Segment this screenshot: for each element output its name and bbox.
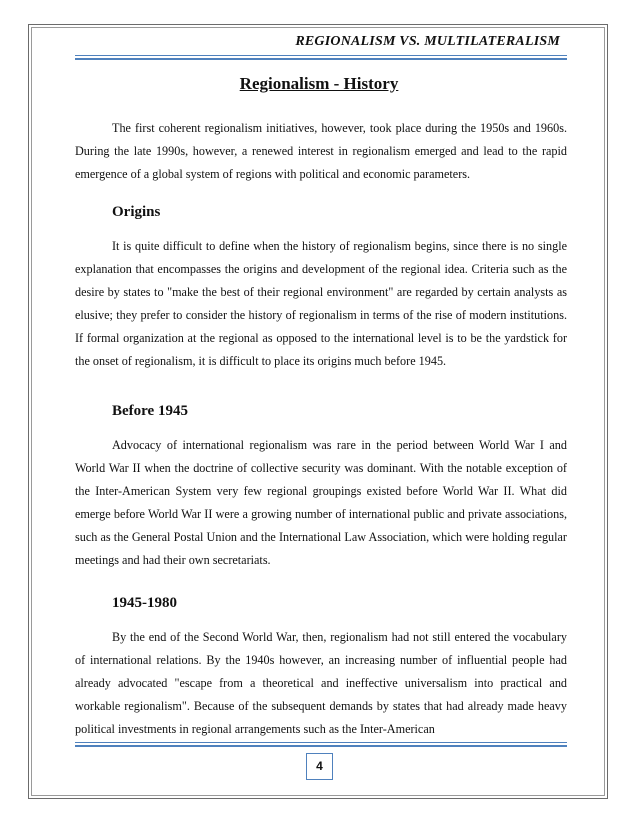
- page-title-text: Regionalism - History: [239, 74, 399, 93]
- header-rule-thick: [75, 58, 567, 60]
- page-title: [0, 74, 638, 94]
- 1945-1980-text: By the end of the Second World War, then, regionalism had not still entered the vocabulary of international relations. By the 1940s however, an increasing number of influential people had already advocated "escape from a theoretical and ineffective universalism into practical and workable regionalism". Because of the subsequent demands by states that had already made heavy political investments in regional arrangements such as the Inter-American: [75, 630, 567, 736]
- subheading-1945-1980: 1945-1980: [112, 595, 177, 611]
- running-header: REGIONALISM VS. MULTILATERALISM: [295, 34, 560, 49]
- intro-text: The first coherent regionalism initiatives, however, took place during the 1950s and 1960s. During the late 1990s, however, a renewed interest in regionalism emerged and lead to the rapid emergence of a global system of regions with political and economic parameters.: [75, 121, 567, 181]
- footer-rule: [75, 742, 567, 743]
- 1945-1980-paragraph: [75, 626, 567, 741]
- intro-paragraph: [75, 117, 567, 186]
- origins-paragraph: [75, 235, 567, 373]
- before-1945-text: Advocacy of international regionalism was rare in the period between World War I and World War II when the doctrine of collective security was dominant. With the notable exception of the Inter-American System very few regional groupings existed before World War II. What did emerge before World War II were a growing number of international public and private associations, such as the General Postal Union and the International Law Association, which were holding regular meetings and had their own secretariats.: [75, 438, 567, 567]
- page-number: 4: [306, 753, 333, 780]
- header-rule: [75, 55, 567, 56]
- before-1945-paragraph: [75, 434, 567, 572]
- subheading-before-1945: Before 1945: [112, 403, 188, 419]
- subheading-origins: Origins: [112, 204, 161, 220]
- origins-text: It is quite difficult to define when the history of regionalism begins, since there is no single explanation that encompasses the origins and development of the regional idea. Criteria such as the desire by states to "make the best of their regional environment" are regarded by certain analysts as elusive; they prefer to consider the history of regionalism in terms of the rise of modern institutions. If formal organization at the regional as opposed to the international level is to be the yardstick for the onset of regionalism, it is difficult to place its origins much before 1945.: [75, 239, 567, 368]
- footer-rule-thick: [75, 745, 567, 747]
